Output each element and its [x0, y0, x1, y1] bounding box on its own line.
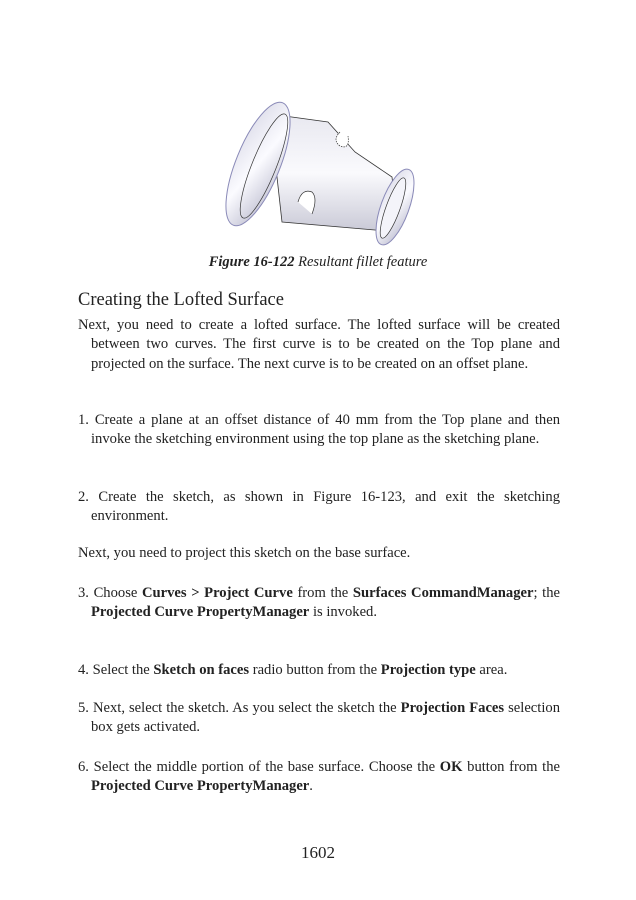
- property-manager: Projected Curve PropertyManager: [91, 604, 310, 621]
- menu-path: Curves > Project Curve: [142, 585, 293, 601]
- fillet-feature-figure: [220, 92, 420, 252]
- step-3: [78, 584, 560, 623]
- page-number: 1602: [301, 843, 335, 862]
- text: 6. Select the middle portion of the base surface. Choose the: [78, 759, 440, 775]
- area-name: Projection type: [380, 662, 476, 678]
- figure-caption-text: Resultant fillet feature: [294, 254, 428, 270]
- step-5: [78, 699, 560, 738]
- intro-paragraph: Next, you need to create a lofted surface. The lofted surface will be created between two curves. The first curve is to be created on the Top plane and projected on the surface. The next curve is to be created on an offset plane.: [78, 317, 560, 372]
- step-4: [78, 661, 560, 680]
- step-6: [78, 758, 560, 797]
- text: from the: [292, 585, 353, 601]
- property-manager: Projected Curve PropertyManager: [91, 778, 310, 795]
- selection-box-name: Projection Faces: [400, 700, 505, 716]
- figure-caption: [0, 254, 636, 271]
- option-name: Sketch on faces: [153, 662, 250, 678]
- step-2: 2. Create the sketch, as shown in Figure 16-123, and exit the sketching environment.: [78, 489, 560, 525]
- text: 3. Choose: [78, 585, 142, 601]
- text: button from the: [462, 759, 560, 775]
- command-manager: Surfaces CommandManager: [352, 585, 534, 601]
- text: 5. Next, select the sketch. As you select the sketch the: [78, 700, 401, 716]
- button-name: OK: [439, 759, 463, 775]
- text: ; the: [533, 585, 560, 601]
- step-1: 1. Create a plane at an offset distance of 40 mm from the Top plane and then invoke the sketching environment using the top plane as the sketching plane.: [78, 412, 560, 448]
- section-title: Creating the Lofted Surface: [78, 290, 284, 310]
- next-paragraph: Next, you need to project this sketch on the base surface.: [78, 545, 411, 561]
- text: 4. Select the: [78, 662, 154, 678]
- figure-number: Figure 16-122: [208, 254, 295, 270]
- text: selection box gets activated.: [91, 700, 560, 736]
- text: is invoked.: [309, 604, 377, 621]
- text: radio button from the: [249, 662, 381, 678]
- text: .: [309, 778, 313, 795]
- text: area.: [475, 662, 508, 678]
